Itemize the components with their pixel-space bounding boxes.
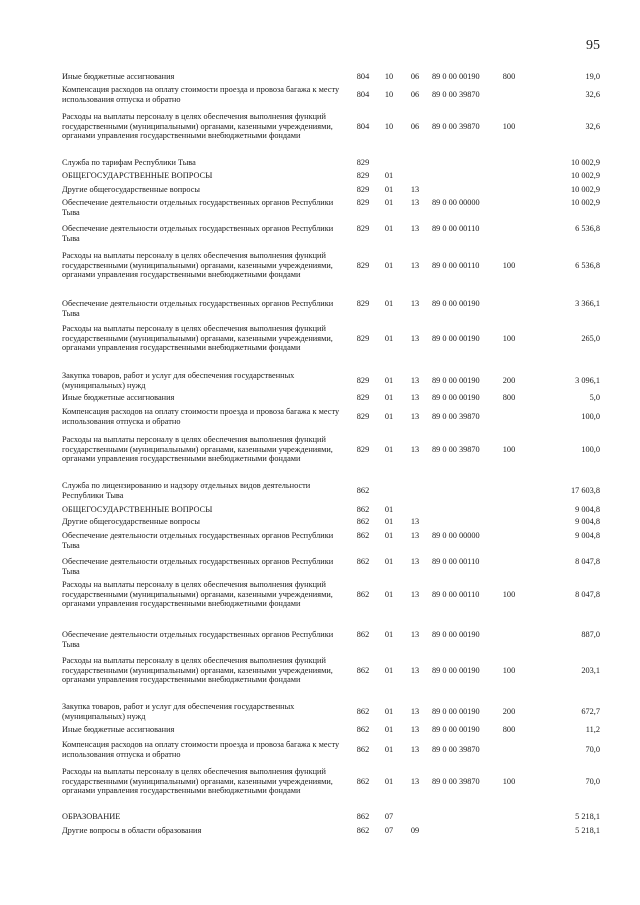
row-sum: 10 002,9 [570,158,600,167]
row-sum: 887,0 [581,630,600,639]
row-sum: 10 002,9 [570,185,600,194]
row-expense-type-code: 100 [502,122,516,131]
row-description: Расходы на выплаты персоналу в целях обеспечения выполнения функций государственными (муниципальными) органами, казенными учреждениями, органами управления государственными внебюджетными фондами [62,112,333,140]
row-expense-type-code: 100 [502,445,516,454]
row-sum: 6 536,8 [575,224,600,233]
row-target-article-code: 89 0 00 00190 [432,299,480,308]
row-sum: 19,0 [585,72,600,81]
row-section-code: 07 [384,812,394,821]
row-sum: 100,0 [581,445,600,454]
row-expense-type-code: 100 [502,590,516,599]
row-section-code: 01 [384,531,394,540]
row-grbs-code: 862 [356,505,370,514]
row-subsection-code: 13 [410,185,420,194]
row-expense-type-code: 800 [502,393,516,402]
row-grbs-code: 862 [356,826,370,835]
row-sum: 5 218,1 [575,826,600,835]
row-expense-type-code: 800 [502,725,516,734]
row-target-article-code: 89 0 00 39870 [432,90,480,99]
row-sum: 10 002,9 [570,198,600,207]
row-subsection-code: 13 [410,224,420,233]
row-target-article-code: 89 0 00 39870 [432,745,480,754]
row-section-code: 01 [384,334,394,343]
row-target-article-code: 89 0 00 00110 [432,224,480,233]
row-description: Другие общегосударственные вопросы [62,185,200,194]
row-grbs-code: 829 [356,412,370,421]
row-subsection-code: 13 [410,531,420,540]
row-sum: 672,7 [581,707,600,716]
row-target-article-code: 89 0 00 00190 [432,666,480,675]
row-grbs-code: 829 [356,376,370,385]
row-description: Обеспечение деятельности отдельных государственных органов Республики Тыва [62,557,334,576]
row-expense-type-code: 800 [502,72,516,81]
row-description: Расходы на выплаты персоналу в целях обеспечения выполнения функций государственными (муниципальными) органами, казенными учреждениями, органами управления государственными внебюджетными фондами [62,767,333,795]
row-description: Обеспечение деятельности отдельных государственных органов Республики Тыва [62,299,334,318]
row-sum: 10 002,9 [570,171,600,180]
row-section-code: 01 [384,557,394,566]
row-target-article-code: 89 0 00 00190 [432,630,480,639]
row-sum: 17 603,8 [570,486,600,495]
row-subsection-code: 13 [410,725,420,734]
row-subsection-code: 13 [410,299,420,308]
row-sum: 9 004,8 [575,531,600,540]
row-description: Иные бюджетные ассигнования [62,725,175,734]
row-sum: 70,0 [585,745,600,754]
row-target-article-code: 89 0 00 00190 [432,376,480,385]
row-target-article-code: 89 0 00 00110 [432,590,480,599]
row-grbs-code: 804 [356,90,370,99]
row-grbs-code: 829 [356,299,370,308]
row-target-article-code: 89 0 00 00190 [432,72,480,81]
row-section-code: 01 [384,725,394,734]
row-grbs-code: 829 [356,334,370,343]
row-grbs-code: 804 [356,122,370,131]
row-grbs-code: 862 [356,590,370,599]
row-target-article-code: 89 0 00 39870 [432,122,480,131]
row-subsection-code: 13 [410,445,420,454]
row-subsection-code: 13 [410,590,420,599]
row-grbs-code: 829 [356,158,370,167]
row-grbs-code: 862 [356,531,370,540]
row-subsection-code: 13 [410,334,420,343]
row-section-code: 01 [384,393,394,402]
row-description: Расходы на выплаты персоналу в целях обеспечения выполнения функций государственными (муниципальными) органами, казенными учреждениями, органами управления государственными внебюджетными фондами [62,324,333,352]
row-description: Расходы на выплаты персоналу в целях обеспечения выполнения функций государственными (муниципальными) органами, казенными учреждениями, органами управления государственными внебюджетными фондами [62,251,333,279]
row-section-code: 10 [384,90,394,99]
row-sum: 203,1 [581,666,600,675]
row-sum: 9 004,8 [575,505,600,514]
row-section-code: 01 [384,185,394,194]
row-grbs-code: 862 [356,486,370,495]
row-sum: 5 218,1 [575,812,600,821]
row-subsection-code: 13 [410,630,420,639]
row-grbs-code: 862 [356,777,370,786]
row-sum: 32,6 [585,122,600,131]
row-expense-type-code: 100 [502,334,516,343]
row-section-code: 01 [384,198,394,207]
row-description: Компенсация расходов на оплату стоимости проезда и провоза багажа к месту использования отпуска и обратно [62,85,340,104]
row-description: Расходы на выплаты персоналу в целях обеспечения выполнения функций государственными (муниципальными) органами, казенными учреждениями, органами управления государственными внебюджетными фондами [62,580,333,608]
row-description: Другие вопросы в области образования [62,826,202,835]
row-section-code: 01 [384,224,394,233]
row-sum: 8 047,8 [575,557,600,566]
row-section-code: 01 [384,745,394,754]
row-sum: 265,0 [581,334,600,343]
row-subsection-code: 13 [410,777,420,786]
row-target-article-code: 89 0 00 00190 [432,725,480,734]
row-grbs-code: 829 [356,445,370,454]
row-sum: 6 536,8 [575,261,600,270]
row-expense-type-code: 100 [502,777,516,786]
row-grbs-code: 829 [356,224,370,233]
row-grbs-code: 862 [356,812,370,821]
row-target-article-code: 89 0 00 00190 [432,707,480,716]
row-sum: 3 096,1 [575,376,600,385]
row-description: Закупка товаров, работ и услуг для обеспечения государственных (муниципальных) нужд [62,702,295,721]
row-section-code: 07 [384,826,394,835]
row-grbs-code: 862 [356,517,370,526]
row-description: ОБРАЗОВАНИЕ [62,812,121,821]
row-description: Расходы на выплаты персоналу в целях обеспечения выполнения функций государственными (муниципальными) органами, казенными учреждениями, органами управления государственными внебюджетными фондами [62,435,333,463]
row-subsection-code: 13 [410,412,420,421]
row-expense-type-code: 100 [502,666,516,675]
row-target-article-code: 89 0 00 39870 [432,777,480,786]
row-sum: 5,0 [589,393,600,402]
row-grbs-code: 862 [356,745,370,754]
row-description: Обеспечение деятельности отдельных государственных органов Республики Тыва [62,630,334,649]
row-section-code: 01 [384,445,394,454]
row-section-code: 01 [384,590,394,599]
page-number: 95 [586,38,600,53]
row-section-code: 01 [384,707,394,716]
row-section-code: 01 [384,299,394,308]
row-description: Обеспечение деятельности отдельных государственных органов Республики Тыва [62,224,334,243]
row-description: ОБЩЕГОСУДАРСТВЕННЫЕ ВОПРОСЫ [62,505,213,514]
row-subsection-code: 13 [410,707,420,716]
row-expense-type-code: 200 [502,707,516,716]
row-section-code: 10 [384,122,394,131]
row-sum: 32,6 [585,90,600,99]
row-grbs-code: 829 [356,261,370,270]
row-subsection-code: 06 [410,122,420,131]
row-sum: 3 366,1 [575,299,600,308]
row-subsection-code: 13 [410,261,420,270]
row-description: Компенсация расходов на оплату стоимости проезда и провоза багажа к месту использования отпуска и обратно [62,407,340,426]
row-description: Служба по тарифам Республики Тыва [62,158,196,167]
row-subsection-code: 13 [410,198,420,207]
row-description: Обеспечение деятельности отдельных государственных органов Республики Тыва [62,531,334,550]
row-grbs-code: 862 [356,666,370,675]
row-description: Компенсация расходов на оплату стоимости проезда и провоза багажа к месту использования отпуска и обратно [62,740,340,759]
row-section-code: 01 [384,376,394,385]
row-expense-type-code: 100 [502,261,516,270]
row-description: ОБЩЕГОСУДАРСТВЕННЫЕ ВОПРОСЫ [62,171,213,180]
row-section-code: 01 [384,777,394,786]
row-target-article-code: 89 0 00 00110 [432,261,480,270]
row-description: Иные бюджетные ассигнования [62,72,175,81]
row-target-article-code: 89 0 00 39870 [432,412,480,421]
row-section-code: 01 [384,171,394,180]
row-subsection-code: 13 [410,666,420,675]
row-description: Служба по лицензированию и надзору отдельных видов деятельности Республики Тыва [62,481,311,500]
row-grbs-code: 862 [356,707,370,716]
row-description: Обеспечение деятельности отдельных государственных органов Республики Тыва [62,198,334,217]
row-subsection-code: 13 [410,745,420,754]
row-grbs-code: 862 [356,725,370,734]
row-target-article-code: 89 0 00 00190 [432,334,480,343]
row-description: Иные бюджетные ассигнования [62,393,175,402]
row-grbs-code: 862 [356,557,370,566]
row-description: Другие общегосударственные вопросы [62,517,200,526]
row-section-code: 01 [384,505,394,514]
row-grbs-code: 829 [356,185,370,194]
row-grbs-code: 804 [356,72,370,81]
row-section-code: 01 [384,630,394,639]
row-grbs-code: 862 [356,630,370,639]
row-grbs-code: 829 [356,171,370,180]
row-target-article-code: 89 0 00 00110 [432,557,480,566]
row-section-code: 01 [384,412,394,421]
row-subsection-code: 09 [410,826,420,835]
row-description: Закупка товаров, работ и услуг для обеспечения государственных (муниципальных) нужд [62,371,295,390]
row-sum: 8 047,8 [575,590,600,599]
row-section-code: 01 [384,517,394,526]
row-sum: 70,0 [585,777,600,786]
row-section-code: 10 [384,72,394,81]
row-section-code: 01 [384,666,394,675]
row-subsection-code: 13 [410,376,420,385]
row-target-article-code: 89 0 00 00000 [432,531,480,540]
row-sum: 100,0 [581,412,600,421]
row-subsection-code: 06 [410,90,420,99]
row-subsection-code: 13 [410,557,420,566]
row-subsection-code: 13 [410,517,420,526]
row-target-article-code: 89 0 00 00000 [432,198,480,207]
row-subsection-code: 06 [410,72,420,81]
row-section-code: 01 [384,261,394,270]
row-target-article-code: 89 0 00 00190 [432,393,480,402]
row-target-article-code: 89 0 00 39870 [432,445,480,454]
row-grbs-code: 829 [356,198,370,207]
row-sum: 11,2 [585,725,600,734]
row-sum: 9 004,8 [575,517,600,526]
row-grbs-code: 829 [356,393,370,402]
row-description: Расходы на выплаты персоналу в целях обеспечения выполнения функций государственными (муниципальными) органами, казенными учреждениями, органами управления государственными внебюджетными фондами [62,656,333,684]
row-subsection-code: 13 [410,393,420,402]
row-expense-type-code: 200 [502,376,516,385]
